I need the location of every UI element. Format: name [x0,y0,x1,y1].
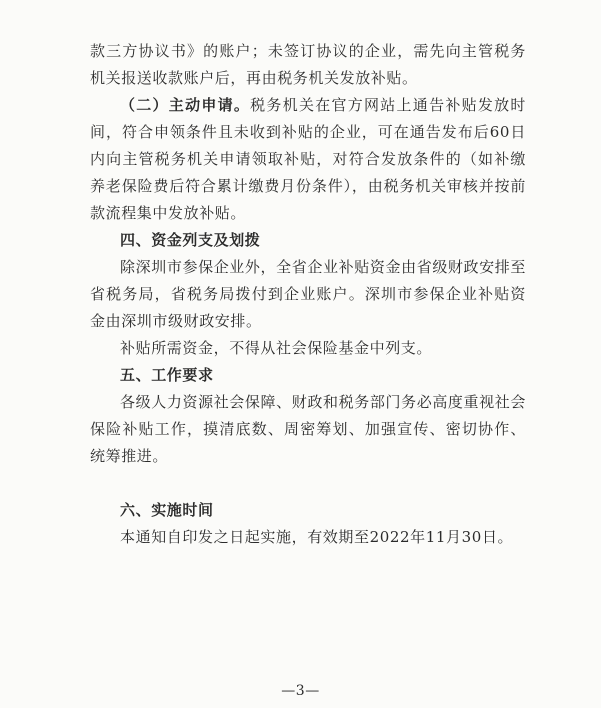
section-heading-funding: 四、资金列支及划拨 [120,231,261,249]
paragraph-funding-allocation [90,254,526,335]
page-number: —3— [281,683,320,699]
paragraph-account-continuation [90,38,526,92]
paragraph-text: 除深圳市参保企业外，全省企业补贴资金由省级财政安排至省税务局，省税务局拨付到企业账户。深圳市参保企业补贴资金由深圳市级财政安排。 [90,258,526,330]
paragraph-text: 补贴所需资金，不得从社会保险基金中列支。 [120,339,433,357]
paragraph-implementation-date [90,524,526,551]
paragraph-text: 税务机关在官方网站上通告补贴发放时间，符合申领条件且未收到补贴的企业，可在通告发布后60日内向主管税务机关申请领取补贴，对符合发放条件的（如补缴养老保险费后符合累计缴费月份条件），由税务机关审核并按前款流程集中发放补贴。 [90,96,526,222]
paragraph-active-application [90,92,526,227]
paragraph-work-requirements [90,389,526,470]
paragraph-fund-restriction [90,335,526,362]
paragraph-text: 款三方协议书》的账户；未签订协议的企业，需先向主管税务机关报送收款账户后，再由税务机关发放补贴。 [90,42,526,87]
section-heading-requirements: 五、工作要求 [120,366,214,384]
paragraph-text: 各级人力资源社会保障、财政和税务部门务必高度重视社会保险补贴工作，摸清底数、周密筹划、加强宣传、密切协作、统筹推进。 [90,393,526,465]
paragraph-lead: （二）主动申请。 [120,96,251,114]
section-heading-implementation: 六、实施时间 [120,501,214,519]
paragraph-text: 本通知自印发之日起实施，有效期至2022年11月30日。 [120,528,514,546]
